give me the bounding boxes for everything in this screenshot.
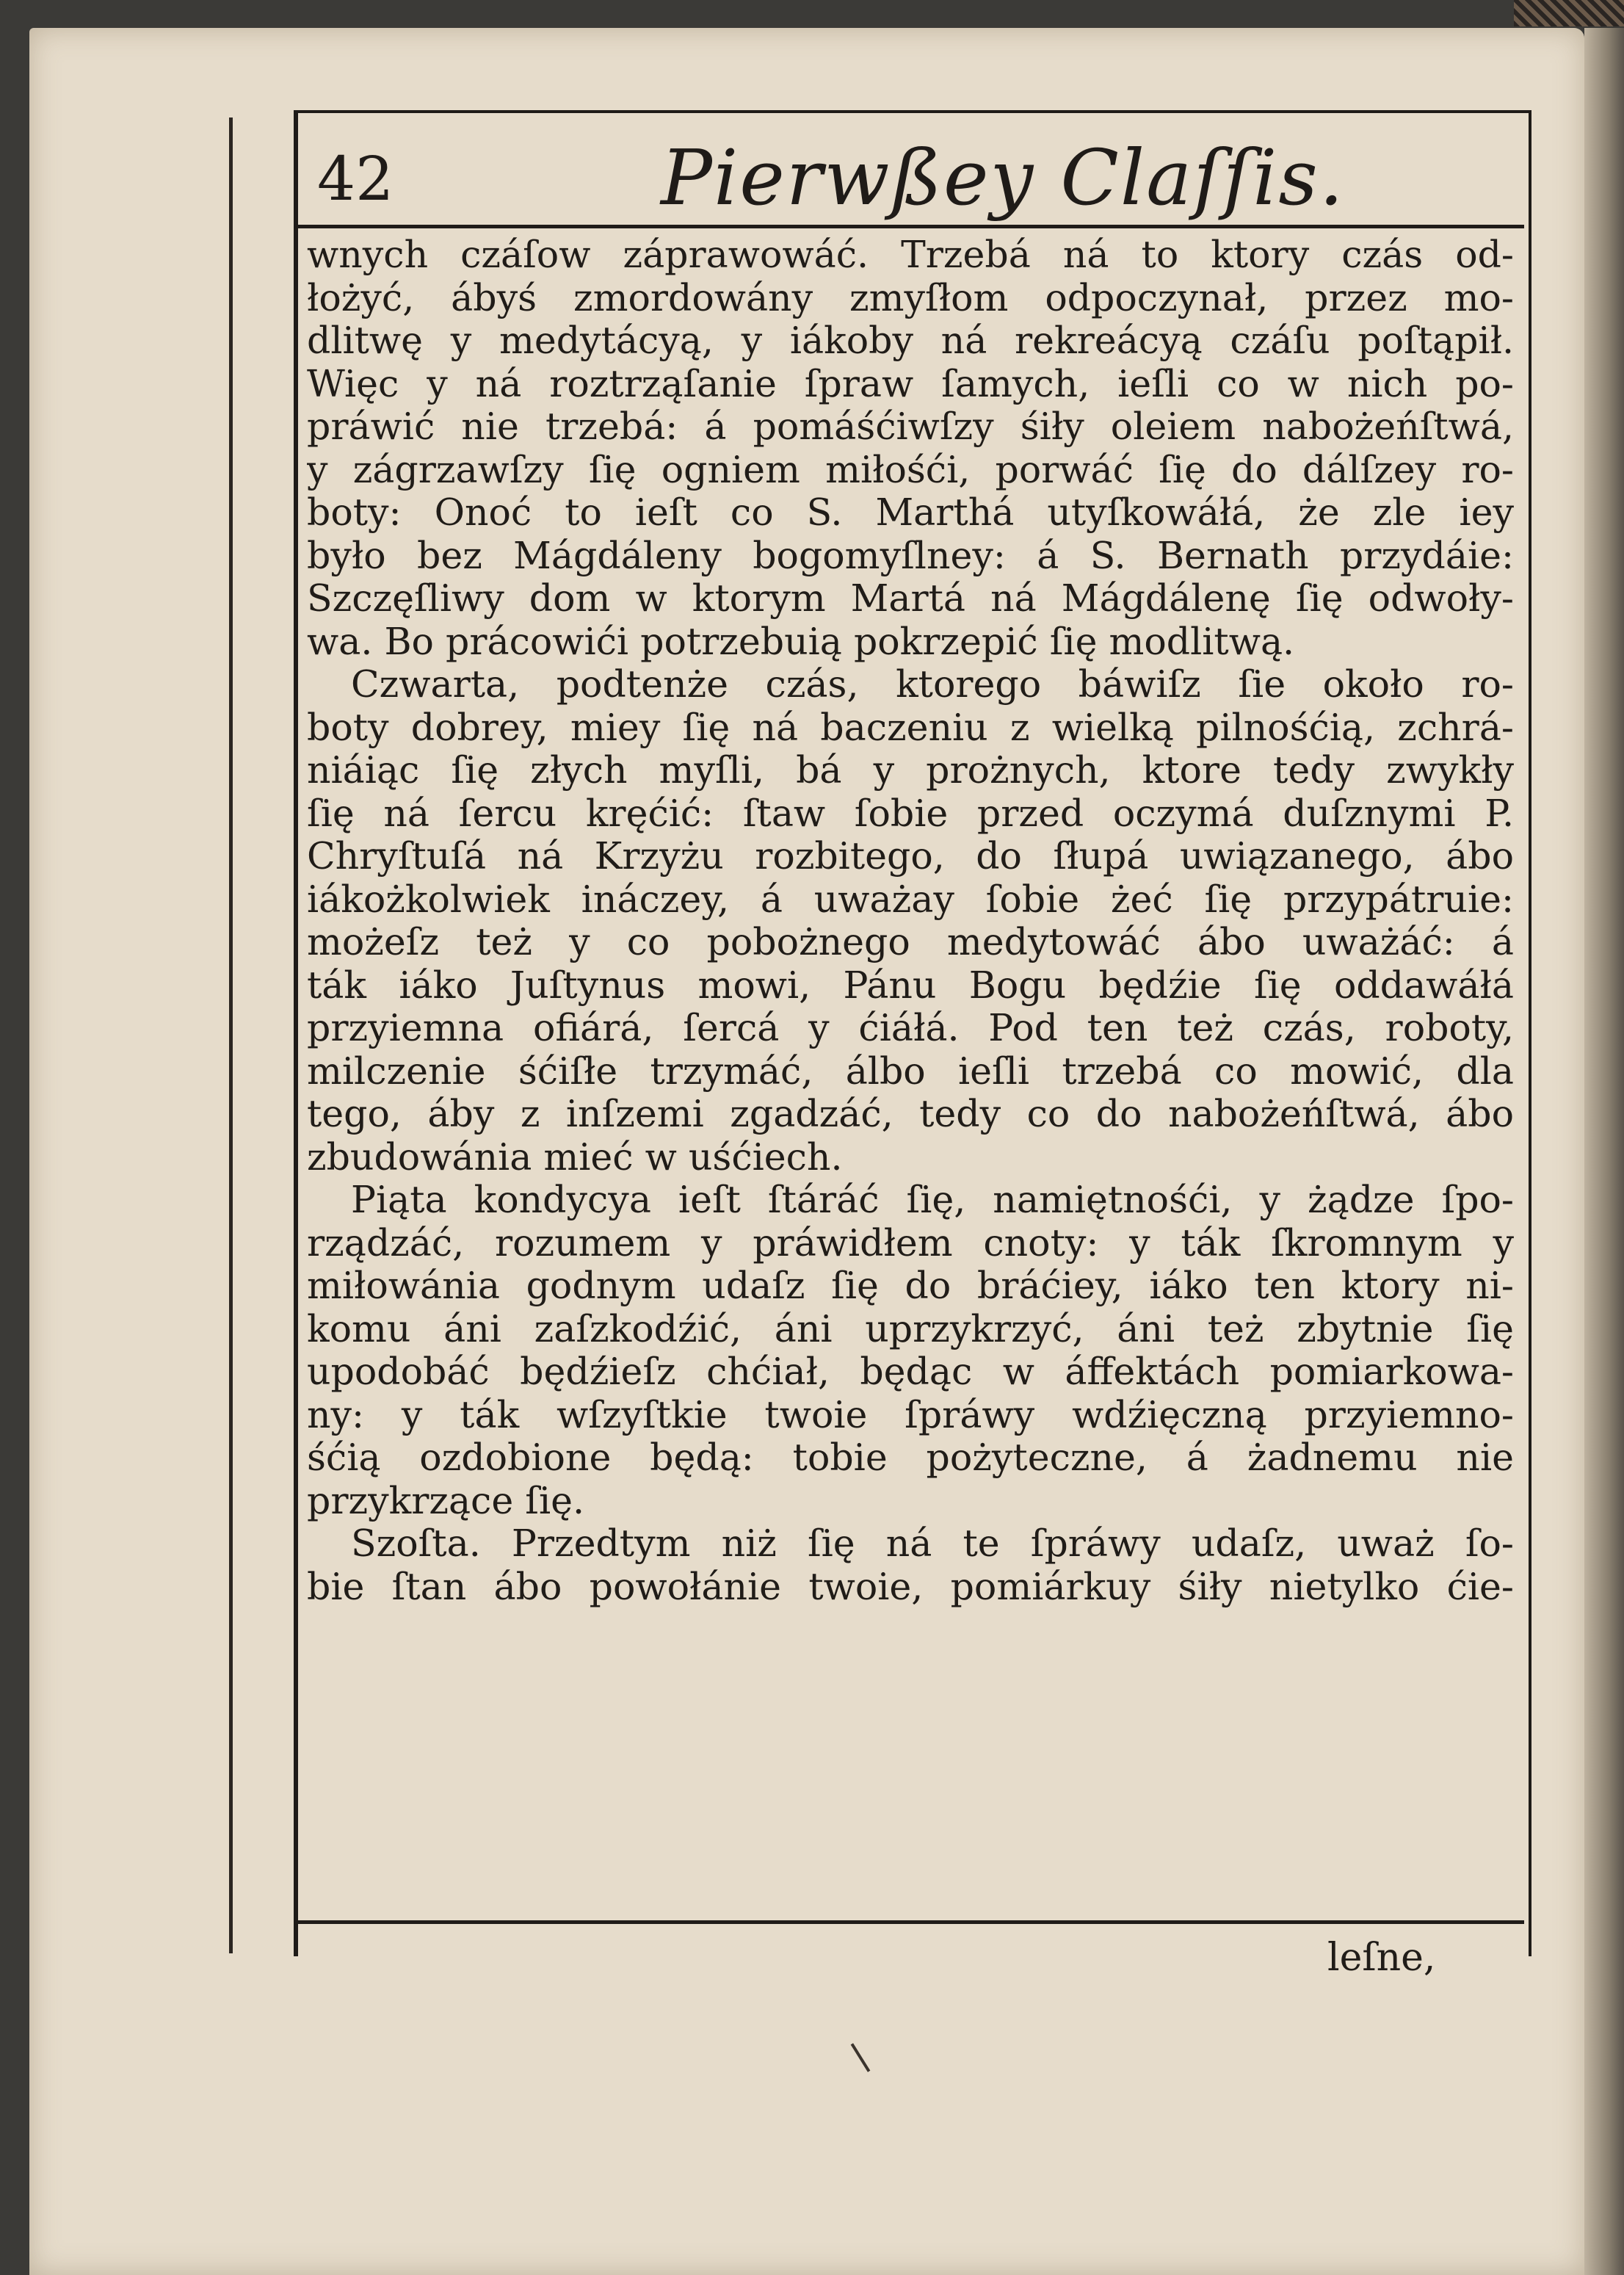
text-line: śćią ozdobione będą: tobie pożyteczne, á żadnemu nie <box>307 1436 1514 1479</box>
page-gutter <box>1584 28 1624 2275</box>
text-line: wnych czáſow záprawowáć. Trzebá ná to ktory czás od- <box>307 234 1514 276</box>
text-line: Chryſtuſá ná Krzyżu rozbitego, do ſłupá uwiązanego, ábo <box>307 835 1514 878</box>
footer-rule <box>298 1920 1524 1924</box>
text-line: iákożkolwiek ináczey, á uważay ſobie żeć ſię przypátruie: <box>307 878 1514 921</box>
body-text <box>307 234 1514 1608</box>
text-line: komu áni zaſzkodźić, áni uprzykrzyć, áni też zbytnie ſię <box>307 1307 1514 1350</box>
header-rule <box>298 225 1524 228</box>
text-line: ták iáko Juſtynus mowi, Pánu Bogu będźie ſię oddawáłá <box>307 963 1514 1007</box>
text-line: było bez Mágdáleny bogomyſlney: á S. Bernath przydáie: <box>307 534 1514 577</box>
text-line: ſię ná ſercu kręćić: ſtaw ſobie przed oczymá duſznymi P. <box>307 792 1514 835</box>
text-line: boty dobrey, miey ſię ná baczeniu z wielką pilnośćią, zchrá- <box>307 706 1514 749</box>
text-line: łożyć, ábyś zmordowány zmyſłom odpoczynał, przez mo- <box>307 276 1514 319</box>
text-line: Piąta kondycya ieſt ſtáráć ſię, namiętnośći, y żądze ſpo- <box>351 1179 1514 1221</box>
text-line: Szczęſliwy dom w ktorym Martá ná Mágdálenę ſię odwoły- <box>307 577 1514 620</box>
text-line: práwić nie trzebá: á pomáśćiwſzy śiły oleiem nabożeńſtwá, <box>307 405 1514 448</box>
text-line: ny: y ták wſzyſtkie twoie ſpráwy wdźięczną przyiemno- <box>307 1393 1514 1436</box>
page-number: 42 <box>317 145 394 214</box>
text-line: przykrzące ſię. <box>307 1479 585 1522</box>
text-line: y zágrzawſzy ſię ogniem miłośći, porwáć ſię do dálſzey ro- <box>307 448 1514 491</box>
page-header <box>308 129 1512 223</box>
text-line: zbudowánia mieć w uśćiech. <box>307 1135 843 1179</box>
left-margin-line <box>229 117 233 1953</box>
text-line: Więc y ná roztrząſanie ſpraw ſamych, ieſli co w nich po- <box>307 362 1514 405</box>
catchword: leſne, <box>1327 1936 1436 1980</box>
text-line: Szoſta. Przedtym niż ſię ná te ſpráwy udaſz, uważ ſo- <box>351 1522 1514 1565</box>
text-line: tego, áby z inſzemi zgadzáć, tedy co do nabożeńſtwá, ábo <box>307 1093 1514 1135</box>
binding-corner <box>1514 0 1624 26</box>
running-head: Pierwßey Claſſis. <box>661 133 1345 223</box>
text-line: milczenie śćiſłe trzymáć, álbo ieſli trzebá co mowić, dla <box>307 1049 1514 1093</box>
text-line: dlitwę y medytácyą, y iákoby ná rekreácyą czáſu poſtąpił. <box>307 319 1514 362</box>
text-line: bie ſtan ábo powołánie twoie, pomiárkuy śiły nietylko ćie- <box>307 1565 1514 1608</box>
text-line: Czwarta, podtenże czás, ktorego báwiſz ſie około ro- <box>351 663 1514 706</box>
text-line: boty: Onoć to ieſt co S. Marthá utyſkowáłá, że zle iey <box>307 491 1514 534</box>
text-line: możeſz też y co pobożnego medytowáć ábo uważáć: á <box>307 921 1514 963</box>
text-line: przyiemna ofiárá, ſercá y ćiáłá. Pod ten też czás, roboty, <box>307 1007 1514 1049</box>
text-line: niáiąc ſię złych myſli, bá y prożnych, ktore tedy zwykły <box>307 749 1514 792</box>
text-line: upodobáć będźieſz chćiał, będąc w áffektách pomiarkowa- <box>307 1350 1514 1393</box>
text-line: wa. Bo prácowići potrzebuią pokrzepić ſię modlitwą. <box>307 620 1295 663</box>
text-line: miłowánia godnym udaſz ſię do bráćiey, iáko ten ktory ni- <box>307 1265 1514 1307</box>
text-line: rządzáć, rozumem y práwidłem cnoty: y ták ſkromnym y <box>307 1221 1514 1265</box>
